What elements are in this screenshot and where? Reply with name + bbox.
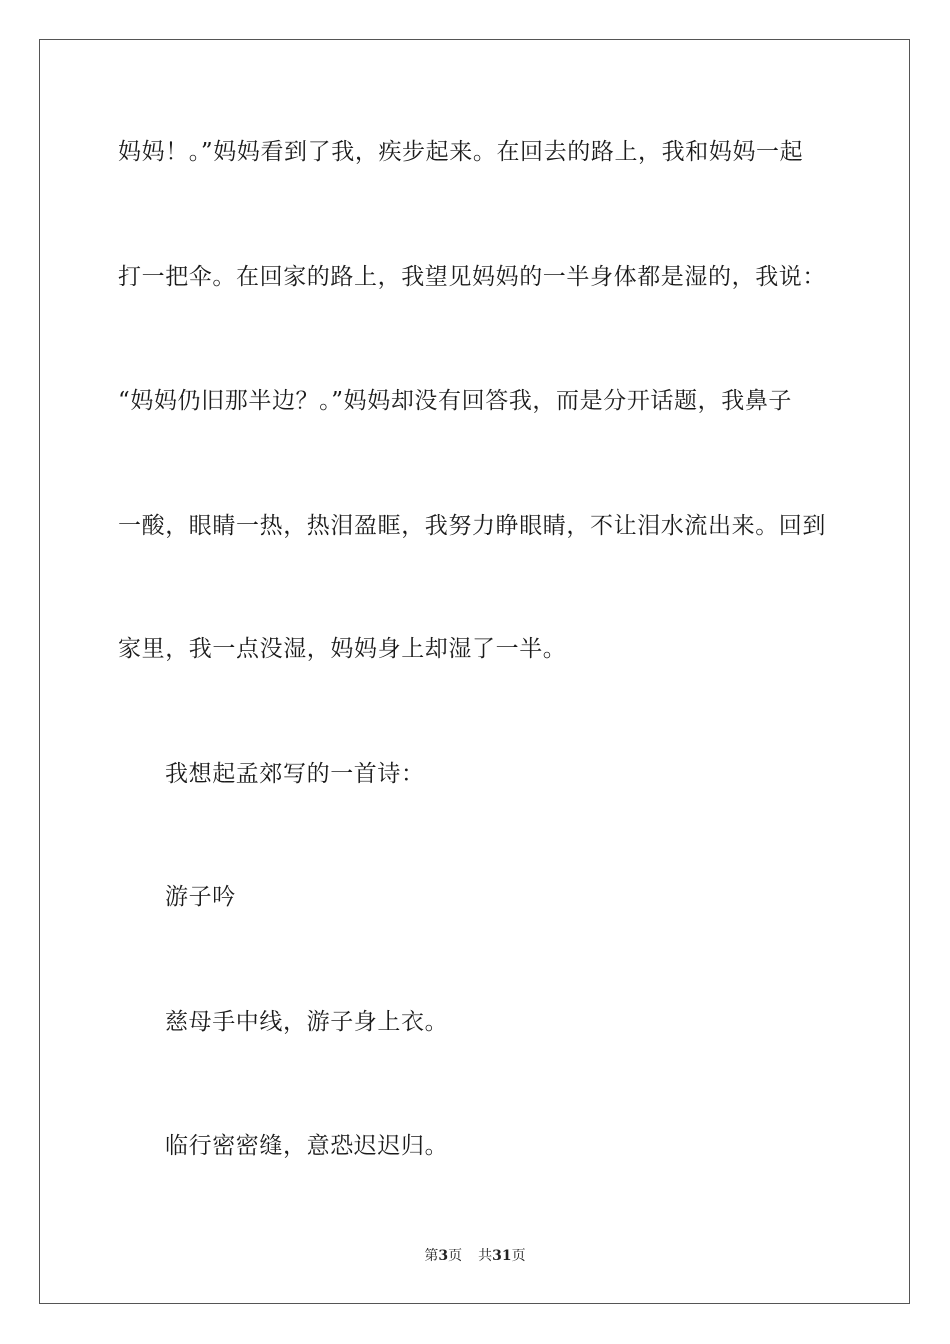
- footer-page-suffix: 页: [448, 1248, 463, 1264]
- footer-page-number: 3: [438, 1248, 449, 1264]
- footer-total-suffix: 页: [511, 1248, 526, 1264]
- footer-total-pages: 31: [492, 1248, 512, 1264]
- body-line-1: 妈妈！。”妈妈看到了我，疾步起来。在回去的路上，我和妈妈一起: [118, 139, 804, 165]
- body-line-2: 打一把伞。在回家的路上，我望见妈妈的一半身体都是湿的，我说：: [118, 264, 826, 290]
- footer-page-prefix: 第: [424, 1248, 439, 1264]
- body-line-5: 家里，我一点没湿，妈妈身上却湿了一半。: [118, 636, 567, 662]
- poem-line-2: 临行密密缝，意恐迟迟归。: [165, 1133, 449, 1159]
- poem-line-1: 慈母手中线，游子身上衣。: [165, 1009, 449, 1035]
- poem-title: 游子吟: [165, 884, 236, 910]
- body-line-3: “妈妈仍旧那半边？。”妈妈却没有回答我，而是分开话题，我鼻子: [118, 388, 793, 414]
- footer-total-prefix: 共: [478, 1248, 493, 1264]
- page-border: [39, 39, 910, 1304]
- page-footer: [0, 1247, 950, 1265]
- body-line-6: 我想起孟郊写的一首诗：: [165, 761, 425, 787]
- body-line-4: 一酸，眼睛一热，热泪盈眶，我努力睁眼睛，不让泪水流出来。回到: [118, 513, 826, 539]
